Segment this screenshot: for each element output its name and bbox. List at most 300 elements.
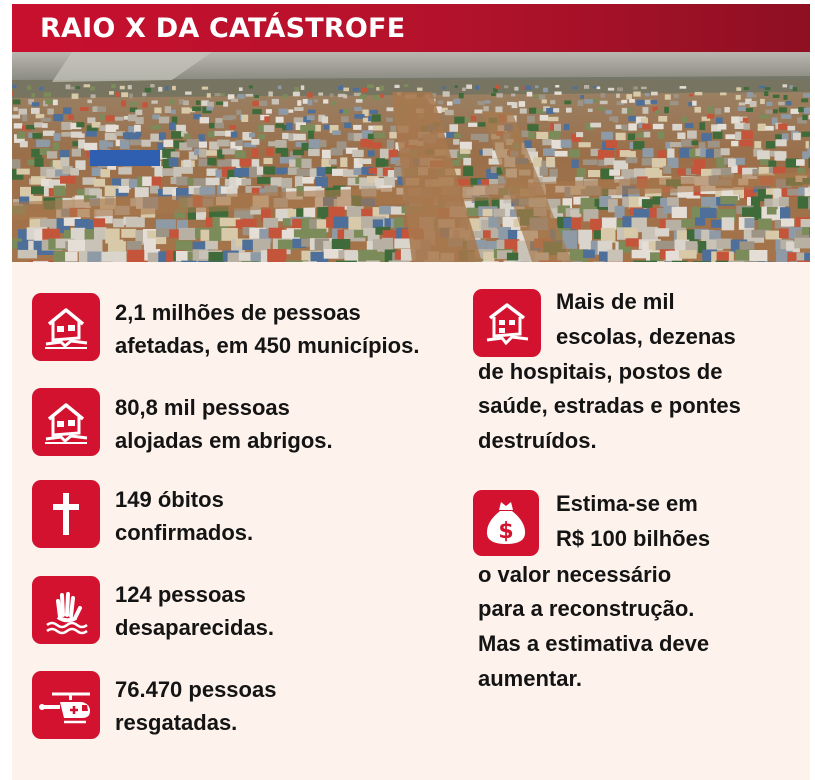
rooftop — [119, 186, 130, 193]
rooftop — [809, 158, 811, 168]
rooftop — [527, 116, 535, 123]
rooftop — [561, 140, 572, 148]
rooftop — [214, 131, 226, 136]
rooftop — [783, 84, 788, 87]
rooftop — [707, 114, 714, 119]
rooftop — [685, 123, 694, 128]
rooftop — [760, 99, 765, 104]
rooftop — [555, 85, 559, 88]
rooftop — [460, 142, 472, 150]
rooftop — [767, 207, 778, 215]
rooftop — [692, 101, 697, 106]
rooftop — [54, 251, 67, 261]
rooftop — [22, 115, 27, 122]
rooftop — [580, 95, 584, 99]
rooftop — [645, 93, 650, 96]
rooftop — [621, 100, 627, 103]
rooftop — [151, 125, 161, 130]
rooftop — [793, 133, 801, 141]
rooftop — [725, 134, 735, 139]
rooftop — [597, 87, 601, 90]
rooftop — [217, 140, 230, 147]
rooftop — [163, 140, 173, 147]
rooftop — [126, 217, 145, 227]
rooftop — [300, 125, 308, 132]
rooftop — [264, 116, 270, 122]
rooftop — [242, 179, 252, 186]
rooftop — [463, 158, 471, 165]
rooftop — [120, 86, 125, 90]
rooftop — [90, 86, 95, 90]
rooftop — [252, 109, 261, 114]
rooftop — [105, 115, 114, 121]
rooftop — [315, 125, 321, 132]
rooftop — [251, 139, 259, 145]
rooftop — [760, 159, 770, 165]
fact-structures-line: saúde, estradas e pontes — [478, 393, 741, 418]
rooftop — [32, 133, 42, 139]
rooftop — [483, 209, 493, 216]
rooftop — [187, 139, 199, 147]
rooftop — [781, 218, 794, 226]
rooftop — [766, 102, 772, 106]
rooftop — [31, 186, 45, 194]
money-bag-icon — [473, 490, 539, 556]
rooftop — [353, 125, 361, 130]
rooftop — [463, 166, 473, 176]
rooftop — [512, 102, 518, 108]
rooftop — [784, 95, 788, 100]
rooftop — [802, 132, 811, 137]
rooftop — [302, 177, 314, 184]
rooftop — [43, 131, 55, 136]
rooftop — [264, 158, 273, 164]
rooftop — [564, 124, 570, 130]
rooftop — [571, 218, 581, 230]
rooftop — [264, 125, 275, 132]
rooftop — [372, 114, 381, 121]
rooftop — [717, 252, 729, 261]
rooftop — [200, 117, 209, 123]
rooftop — [670, 142, 682, 147]
rooftop — [681, 219, 694, 228]
rooftop — [790, 85, 793, 89]
rooftop — [651, 92, 658, 96]
rooftop — [366, 140, 373, 148]
rooftop — [680, 86, 687, 89]
rooftop — [47, 151, 57, 158]
rooftop — [135, 110, 142, 115]
rooftop — [53, 100, 58, 106]
rooftop — [206, 178, 220, 186]
rooftop — [702, 133, 712, 141]
rooftop — [60, 176, 75, 184]
rooftop — [445, 110, 454, 115]
rooftop — [171, 110, 176, 114]
rooftop — [695, 217, 705, 225]
fact-sheltered — [115, 391, 333, 457]
rooftop — [651, 100, 658, 104]
rooftop — [776, 139, 787, 146]
rooftop — [198, 134, 205, 141]
rooftop — [552, 140, 562, 149]
rooftop — [739, 102, 746, 105]
rooftop — [70, 168, 79, 176]
rooftop — [53, 114, 63, 121]
rooftop — [134, 125, 141, 132]
fact-line: confirmados. — [115, 520, 254, 545]
rooftop — [615, 206, 625, 218]
rooftop — [566, 108, 572, 113]
rooftop — [707, 106, 713, 113]
rooftop — [136, 132, 142, 137]
rooftop — [446, 132, 455, 138]
blue-roof-building — [90, 150, 160, 166]
svg-text:$: $ — [498, 519, 514, 544]
rooftop — [142, 93, 146, 97]
rooftop — [94, 227, 106, 239]
rooftop — [543, 148, 555, 156]
fact-line: 149 óbitos — [115, 487, 224, 512]
rooftop — [340, 157, 347, 167]
rooftop — [716, 239, 732, 249]
rooftop — [20, 141, 28, 147]
rooftop — [34, 158, 43, 167]
rooftop — [115, 117, 123, 121]
rooftop — [145, 88, 152, 93]
rooftop — [584, 85, 589, 89]
rooftop — [79, 133, 85, 138]
rooftop — [613, 116, 618, 122]
rooftop — [266, 148, 273, 156]
fact-line: 80,8 mil pessoas — [115, 395, 290, 420]
rooftop — [53, 143, 60, 151]
rooftop — [91, 94, 96, 98]
flood-aerial-photo — [12, 52, 810, 262]
rooftop — [779, 107, 787, 112]
fact-line: resgatadas. — [115, 710, 238, 735]
rooftop — [171, 131, 182, 139]
rooftop — [692, 141, 699, 146]
rooftop — [736, 95, 741, 100]
rooftop — [259, 101, 267, 106]
rooftop — [454, 133, 461, 138]
rooftop — [84, 84, 91, 87]
rooftop — [386, 118, 393, 122]
rooftop — [176, 177, 188, 186]
rooftop — [317, 167, 326, 176]
rooftop — [447, 101, 453, 105]
rooftop — [54, 133, 61, 141]
rooftop — [39, 87, 43, 91]
rooftop — [332, 101, 337, 105]
rooftop — [542, 139, 552, 145]
rooftop — [293, 92, 300, 97]
rooftop — [111, 84, 116, 88]
rooftop — [653, 124, 664, 129]
rooftop — [105, 133, 117, 140]
rooftop — [215, 93, 221, 96]
rooftop — [99, 114, 105, 119]
rooftop — [514, 87, 518, 91]
rooftop — [281, 178, 292, 189]
rooftop — [128, 85, 132, 89]
rooftop — [695, 107, 702, 113]
rooftop — [121, 101, 126, 107]
rooftop — [271, 177, 283, 186]
rooftop — [12, 159, 20, 168]
rooftop — [629, 99, 635, 103]
rooftop — [802, 115, 807, 121]
rooftop — [564, 101, 571, 105]
rooftop — [387, 107, 394, 111]
rooftop — [94, 179, 105, 187]
rooftop — [307, 92, 312, 97]
rooftop — [622, 108, 627, 114]
rooftop — [293, 134, 305, 141]
fact-line: 2,1 milhões de pessoas — [115, 300, 361, 325]
rooftop — [809, 115, 811, 119]
rooftop — [278, 86, 282, 90]
rooftop — [185, 92, 192, 95]
rooftop — [294, 107, 303, 111]
rooftop — [303, 208, 315, 218]
rooftop — [616, 94, 620, 98]
rooftop — [483, 106, 489, 111]
rooftop — [394, 217, 404, 228]
rooftop — [343, 109, 349, 115]
rooftop — [496, 85, 500, 89]
rooftop — [731, 141, 738, 146]
rooftop — [801, 99, 808, 103]
rooftop — [601, 93, 605, 98]
rooftop — [307, 115, 315, 120]
rooftop — [93, 218, 105, 228]
rooftop — [184, 134, 190, 139]
rooftop — [553, 108, 559, 112]
rooftop — [778, 102, 785, 106]
rooftop — [368, 150, 375, 156]
fact-missing — [115, 578, 274, 644]
rooftop — [663, 166, 671, 174]
rooftop — [724, 107, 730, 112]
rooftop — [169, 99, 174, 104]
rooftop — [266, 109, 272, 114]
rooftop — [308, 131, 314, 139]
rooftop — [757, 150, 770, 159]
rooftop — [633, 87, 638, 90]
rooftop — [178, 167, 193, 174]
rooftop — [624, 228, 637, 238]
rooftop — [66, 85, 71, 90]
rooftop — [179, 228, 196, 240]
fact-structures-line: de hospitais, postos de — [478, 359, 723, 384]
fact-cost-line: Estima-se em — [556, 491, 698, 516]
rooftop — [231, 99, 238, 102]
rooftop — [477, 101, 484, 105]
rooftop — [148, 253, 159, 262]
rooftop — [359, 159, 371, 165]
rooftop — [223, 102, 228, 107]
rooftop — [793, 87, 798, 91]
rooftop — [229, 125, 236, 129]
rooftop — [584, 99, 593, 104]
rooftop — [19, 109, 28, 115]
rooftop — [722, 217, 735, 230]
rooftop — [249, 133, 255, 138]
rooftop — [758, 124, 766, 131]
rooftop — [387, 140, 394, 149]
rooftop — [540, 167, 548, 176]
rooftop — [32, 102, 40, 106]
rooftop — [159, 117, 169, 124]
rooftop — [681, 139, 693, 146]
rooftop — [354, 107, 362, 111]
rooftop — [643, 107, 649, 114]
rooftop — [758, 219, 772, 232]
rooftop — [460, 149, 471, 154]
rooftop — [234, 168, 249, 177]
rooftop — [239, 87, 243, 91]
rooftop — [745, 218, 755, 228]
rooftop — [323, 99, 328, 103]
rooftop — [169, 158, 179, 167]
rooftop — [380, 94, 384, 98]
fact-structures-line: Mais de mil — [556, 289, 675, 314]
rooftop — [63, 108, 71, 115]
collapsed-house-icon — [32, 388, 100, 456]
rooftop — [474, 110, 482, 114]
rooftop — [97, 106, 106, 112]
rooftop — [642, 199, 653, 208]
rooftop — [740, 140, 753, 147]
rooftop — [31, 93, 35, 97]
fact-cost-line: para a reconstrução. — [478, 596, 695, 621]
rooftop — [504, 239, 519, 250]
rooftop — [309, 139, 321, 148]
rooftop — [303, 99, 308, 104]
rooftop — [577, 168, 586, 178]
rooftop — [318, 93, 323, 96]
rooftop — [742, 131, 753, 139]
rooftop — [720, 196, 738, 204]
rooftop — [348, 133, 354, 141]
rooftop — [328, 207, 344, 217]
rooftop — [242, 240, 254, 250]
collapsed-building-icon — [473, 289, 541, 357]
rooftop — [154, 166, 163, 177]
rooftop — [113, 241, 126, 252]
rooftop — [641, 87, 647, 89]
rooftop — [235, 140, 243, 146]
rooftop — [80, 107, 89, 111]
rooftop — [135, 187, 149, 198]
rooftop — [158, 87, 162, 92]
rooftop — [314, 99, 318, 102]
rooftop — [45, 99, 53, 104]
rooftop — [31, 108, 40, 114]
rooftop — [171, 152, 180, 158]
rooftop — [466, 85, 472, 89]
rooftop — [26, 125, 35, 129]
rooftop — [121, 229, 136, 238]
rooftop — [338, 86, 343, 91]
rooftop — [643, 148, 654, 157]
rooftop — [241, 115, 248, 122]
rooftop — [206, 107, 213, 111]
rooftop — [794, 238, 810, 249]
rooftop — [135, 117, 143, 124]
rooftop — [655, 228, 669, 236]
fact-structures-line: destruídos. — [478, 428, 597, 453]
fact-line: alojadas em abrigos. — [115, 428, 333, 453]
rooftop — [332, 130, 341, 135]
rooftop — [546, 157, 555, 167]
rooftop — [202, 87, 208, 90]
rooftop — [572, 159, 579, 168]
rooftop — [521, 131, 528, 138]
rooftop — [282, 94, 288, 98]
rooftop — [267, 249, 286, 262]
rooftop — [362, 88, 367, 93]
rooftop — [295, 87, 299, 92]
rooftop — [485, 100, 491, 103]
rooftop — [644, 132, 651, 138]
rooftop — [664, 107, 669, 113]
rooftop — [252, 149, 259, 158]
rooftop — [808, 197, 810, 209]
rooftop — [129, 94, 133, 99]
rooftop — [257, 177, 272, 184]
rooftop — [616, 133, 626, 141]
rooftop — [150, 84, 154, 87]
drowning-hand-icon — [32, 576, 100, 644]
rooftop — [373, 125, 383, 130]
rooftop — [750, 101, 757, 107]
rooftop — [606, 110, 612, 114]
rooftop — [786, 101, 791, 105]
rooftop — [766, 141, 775, 148]
rooftop — [593, 86, 597, 88]
rooftop — [736, 87, 741, 91]
rooftop — [165, 86, 169, 91]
rooftop — [765, 126, 774, 131]
rooftop — [154, 108, 161, 114]
rooftop — [172, 86, 176, 90]
rooftop — [716, 118, 723, 124]
rooftop — [199, 142, 207, 148]
fact-rescued — [115, 673, 276, 739]
rooftop — [72, 94, 79, 99]
rooftop — [583, 250, 595, 258]
rooftop — [268, 92, 273, 97]
rooftop — [341, 116, 349, 122]
rooftop — [658, 116, 667, 122]
rooftop — [590, 123, 601, 128]
fact-line: 124 pessoas — [115, 582, 246, 607]
rooftop — [601, 132, 613, 140]
rooftop — [691, 167, 703, 175]
rooftop — [286, 123, 293, 131]
rooftop — [17, 169, 30, 175]
rooftop — [130, 140, 143, 146]
rooftop — [84, 143, 97, 151]
rooftop — [109, 91, 114, 95]
rooftop — [249, 85, 253, 88]
rooftop — [76, 86, 80, 89]
fact-structures-line: escolas, dezenas — [556, 324, 736, 349]
rooftop — [454, 117, 464, 124]
